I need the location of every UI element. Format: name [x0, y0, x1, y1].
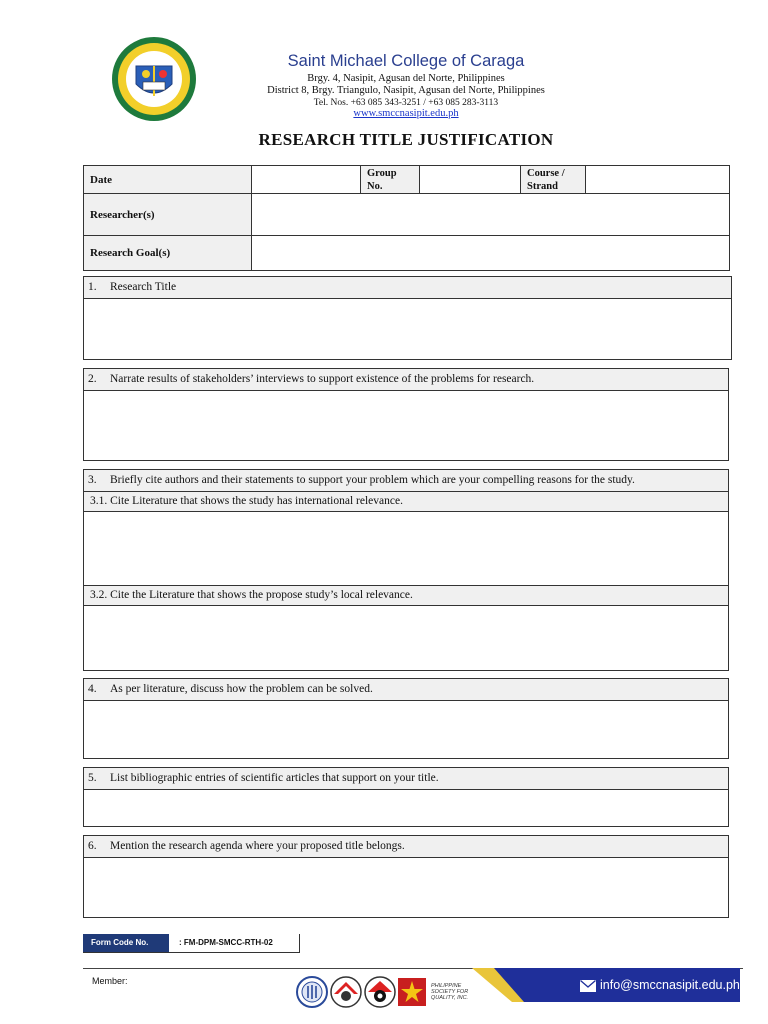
section-label: Narrate results of stakeholders’ interviews to support existence of the problems for research. [110, 373, 535, 385]
college-seal-logo [111, 36, 197, 122]
subsection-local-relevance-label: 3.2. Cite the Literature that shows the propose study’s local relevance. [84, 585, 728, 606]
section-label: Research Title [110, 281, 177, 293]
research-goals-field[interactable] [252, 236, 730, 271]
address-line-1: Brgy. 4, Nasipit, Agusan del Norte, Philippines [307, 73, 505, 84]
local-relevance-answer-field[interactable] [84, 606, 728, 656]
info-table [83, 165, 730, 271]
international-relevance-answer-field[interactable] [84, 512, 728, 585]
section-label: Mention the research agenda where your proposed title belongs. [110, 840, 405, 852]
psq-label: PHILIPPINE SOCIETY FOR QUALITY, INC. [431, 983, 469, 1001]
psq-starburst-logo-icon [398, 978, 426, 1006]
section-header [84, 768, 728, 790]
section-number: 6. [88, 840, 97, 852]
section-cite-authors [83, 469, 729, 671]
form-code-value: : FM-DPM-SMCC-RTH-02 [179, 938, 273, 947]
section-number: 5. [88, 772, 97, 784]
house-certification-icon [330, 976, 362, 1008]
group-no-label: Group No. [361, 166, 420, 194]
section-bibliographic-entries [83, 767, 729, 827]
contact-email[interactable]: info@smccnasipit.edu.ph [600, 978, 740, 992]
form-code-box [83, 934, 300, 953]
college-name: Saint Michael College of Caraga [287, 52, 525, 70]
mail-icon [580, 980, 596, 992]
iso-certification-icon [364, 976, 396, 1008]
problem-solution-answer-field[interactable] [84, 701, 728, 753]
section-stakeholder-interviews [83, 368, 729, 461]
address-line-2: District 8, Brgy. Triangulo, Nasipit, Agusan del Norte, Philippines [267, 85, 545, 96]
group-no-field[interactable] [420, 166, 521, 194]
date-label: Date [84, 166, 252, 194]
section-number: 2. [88, 373, 97, 385]
section-number: 1. [88, 281, 97, 293]
bibliographic-entries-answer-field[interactable] [84, 790, 728, 822]
telephone-numbers: Tel. Nos. +63 085 343-3251 / +63 085 283-3113 [313, 98, 499, 108]
section-label: Briefly cite authors and their statements to support your problem which are your compelling reasons for the study. [110, 474, 635, 486]
form-code-label: Form Code No. [83, 934, 169, 952]
section-label: As per literature, discuss how the problem can be solved. [110, 683, 373, 695]
section-header [84, 470, 728, 492]
research-title-answer-field[interactable] [84, 299, 731, 355]
section-number: 4. [88, 683, 97, 695]
partner-logos [296, 976, 479, 1008]
research-agenda-answer-field[interactable] [84, 858, 728, 912]
section-research-title [83, 276, 732, 360]
section-header [84, 369, 728, 391]
subsection-international-relevance-label: 3.1. Cite Literature that shows the study has international relevance. [84, 492, 728, 512]
website-link[interactable]: www.smccnasipit.edu.ph [353, 108, 459, 119]
researchers-field[interactable] [252, 194, 730, 236]
stakeholder-interviews-answer-field[interactable] [84, 391, 728, 455]
section-header [84, 836, 728, 858]
section-problem-solution [83, 678, 729, 759]
accreditation-seal-icon [296, 976, 328, 1008]
researchers-label: Researcher(s) [84, 194, 252, 236]
document-title: RESEARCH TITLE JUSTIFICATION [258, 130, 554, 149]
section-header [84, 277, 731, 299]
section-header [84, 679, 728, 701]
section-number: 3. [88, 474, 97, 486]
course-strand-field[interactable] [586, 166, 730, 194]
research-goals-label: Research Goal(s) [84, 236, 252, 271]
section-research-agenda [83, 835, 729, 918]
member-label: Member: [92, 976, 128, 986]
section-label: List bibliographic entries of scientific articles that support on your title. [110, 772, 439, 784]
course-strand-label: Course / Strand [521, 166, 586, 194]
date-field[interactable] [252, 166, 361, 194]
